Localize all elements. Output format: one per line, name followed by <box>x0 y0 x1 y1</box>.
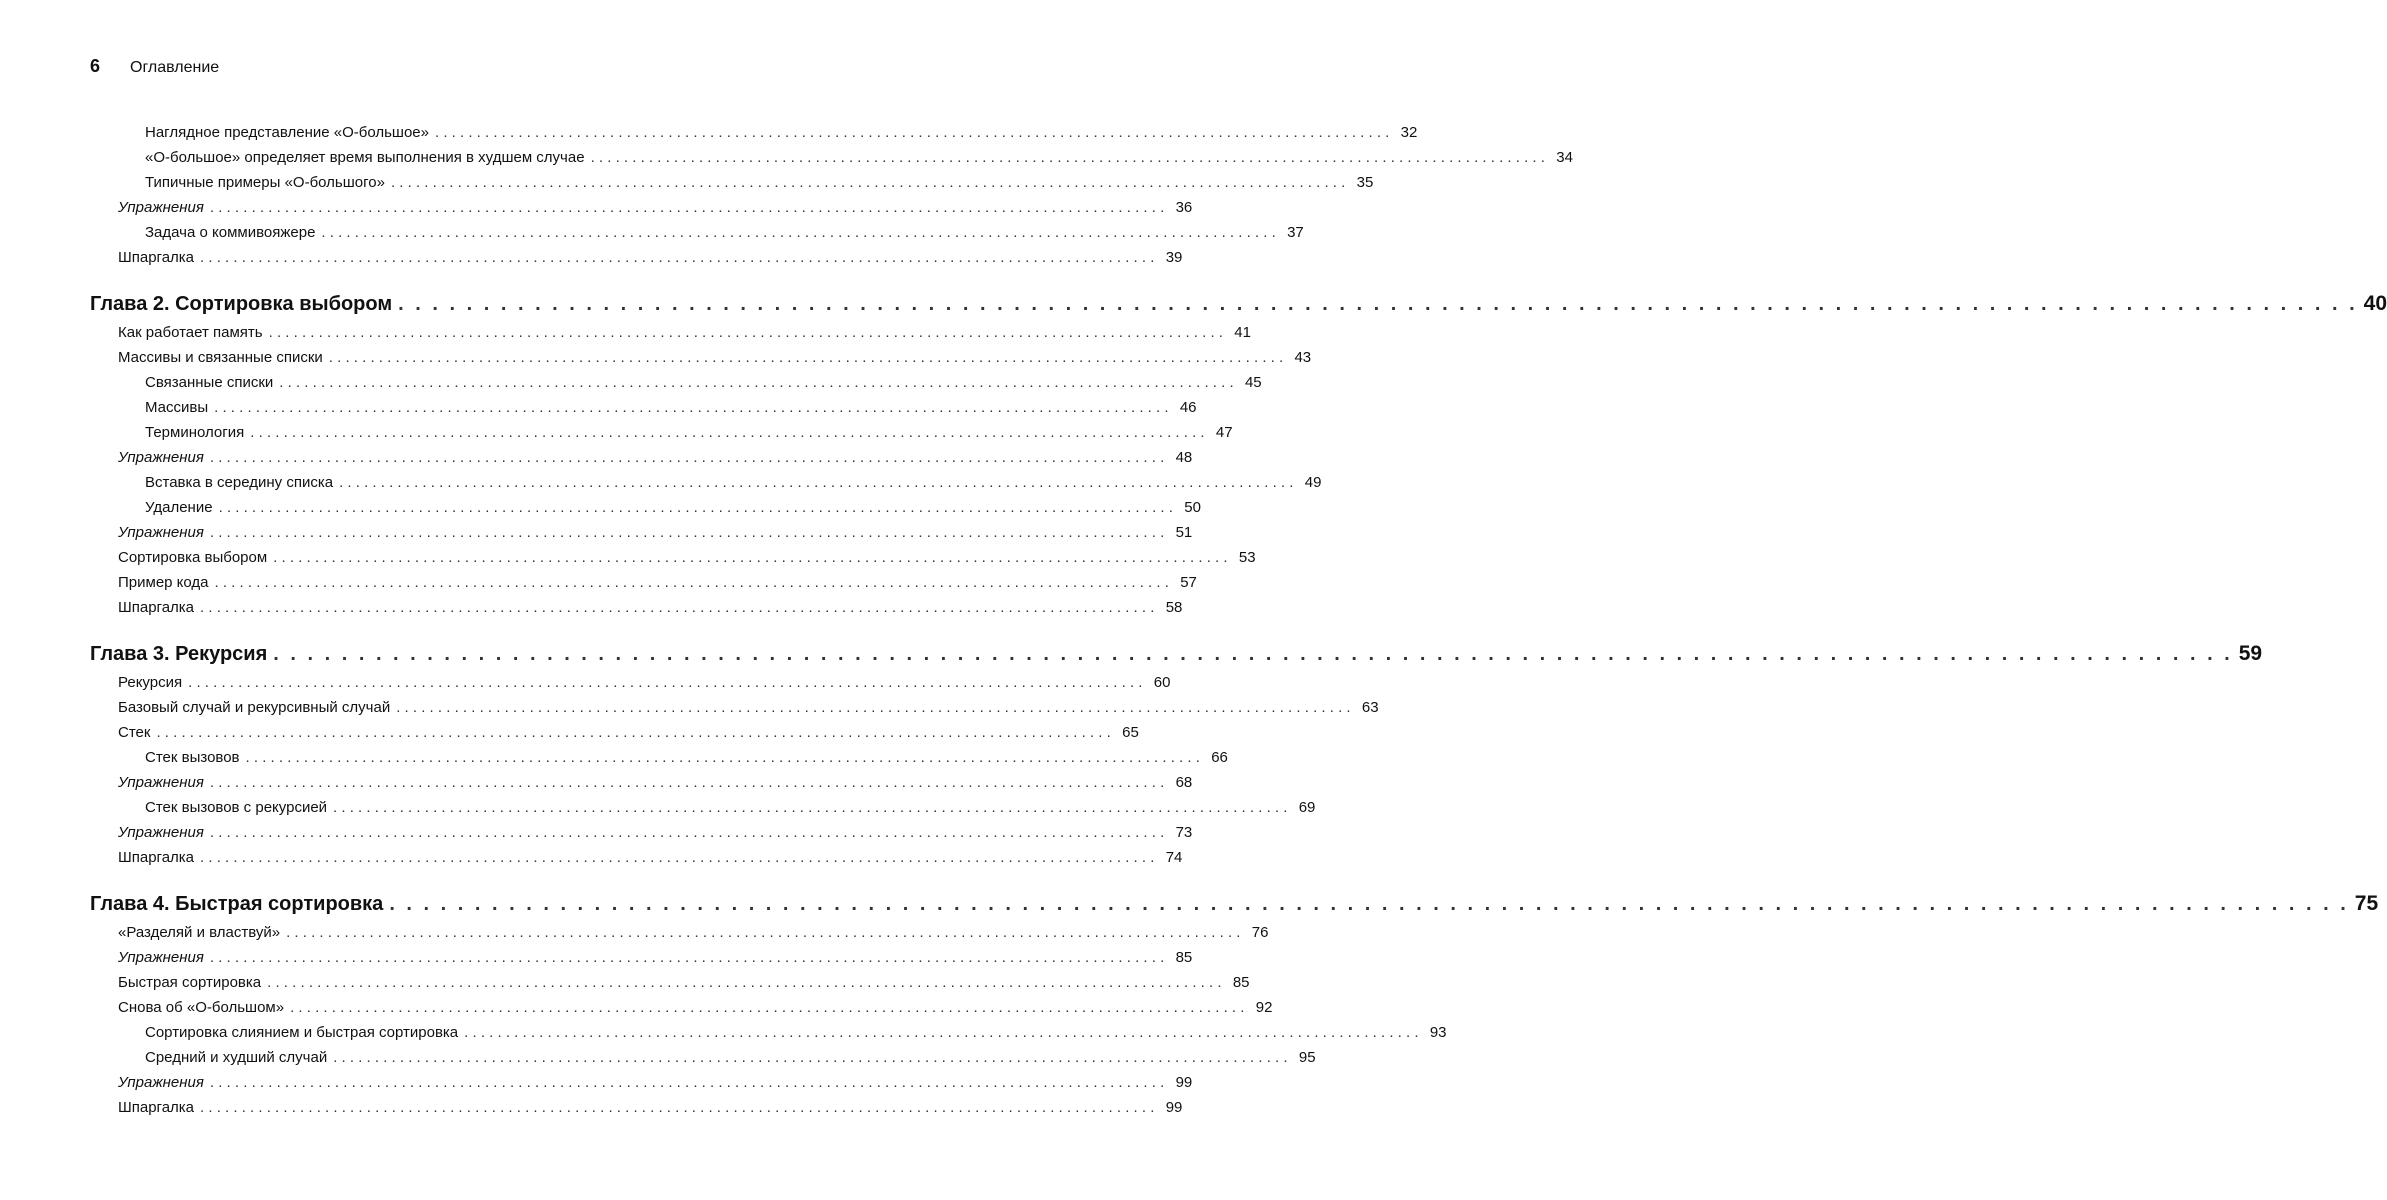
leader-dots: . . . . . . . . . . . . . . . . . . . . . . . . . . . . . . . . . . . . . . . . . . . . . . . . . . . . . . . . . . . . . . . . . . . . . . . . . . . . . . . . . . . . . . . . . . . . . . . . . . . . . . . . . . . . . . . . . . . <box>290 999 1245 1016</box>
leader-dots: . . . . . . . . . . . . . . . . . . . . . . . . . . . . . . . . . . . . . . . . . . . . . . . . . . . . . . . . . . . . . . . . . . . . . . . . . . . . . . . . . . . . . . . . . . . . . . . . . . . . . . . . . . . . . . . . . . . <box>328 349 1284 366</box>
toc-entry-page: 69 <box>1298 799 1316 816</box>
toc-chapter-3[interactable] <box>90 642 2263 672</box>
leader-dots: . . . . . . . . . . . . . . . . . . . . . . . . . . . . . . . . . . . . . . . . . . . . . . . . . . . . . . . . . . . . . . . . . . . . . . . . . . . . . . . . . . . . . . . . . . . . . . . . . . . . . . . . . . . . . . . . . . . <box>390 174 1346 191</box>
leader-dots: . . . . . . . . . . . . . . . . . . . . . . . . . . . . . . . . . . . . . . . . . . . . . . . . . . . . . . . . . . . . . . . . . . . . . . . . . . . . . . . . . . . . . . . . . . . . . . . . . . . . . . . . . . . . . . . . . . . <box>209 199 1165 216</box>
leader-dots: . . . . . . . . . . . . . . . . . . . . . . . . . . . . . . . . . . . . . . . . . . . . . . . . . . . . . . . . . . . . . . . . . . . . . . . . . . . . . . . . . . . . . . . . . . . . . . . . . . . . . . . . . . . . . . . . . . . <box>279 374 1234 391</box>
toc-entry-page: 99 <box>1175 1074 1193 1091</box>
toc-entry[interactable] <box>118 574 1197 598</box>
toc-entry[interactable] <box>118 324 1251 348</box>
toc-entry-page: 68 <box>1175 774 1193 791</box>
toc-entry-title: Наглядное представление «О-большое» <box>145 124 435 141</box>
running-title: Оглавление <box>130 59 220 76</box>
toc-entry[interactable] <box>145 474 1322 498</box>
toc-entry[interactable] <box>145 1049 1316 1073</box>
toc-entry-exercises[interactable] <box>118 824 1193 848</box>
toc-entry[interactable] <box>118 699 1379 723</box>
toc-entry-page: 49 <box>1304 474 1322 491</box>
toc-chapter-4[interactable] <box>90 892 2379 922</box>
toc-entry-title: Терминология <box>145 424 250 441</box>
toc-entry[interactable] <box>145 374 1262 398</box>
toc-entry-page: 45 <box>1244 374 1262 391</box>
leader-dots: . . . . . . . . . . . . . . . . . . . . . . . . . . . . . . . . . . . . . . . . . . . . . . . . . . . . . . . . . . . . . . . . . . . . . . . . . . . . . . . . . . . . . . . . . . . . . . . . . . . . . . . . . . . . . . . . . . . <box>434 124 1390 141</box>
leader-dots: . . . . . . . . . . . . . . . . . . . . . . . . . . . . . . . . . . . . . . . . . . . . . . . . . . . . . . . . . . . . . . . . . . . . . . . . . . . . . . . . . . . . . . . . . . . . . . . . . . . . . . . . . . . . . . . . . . . <box>286 924 1241 941</box>
toc-entry-page: 66 <box>1211 749 1228 766</box>
toc-entry[interactable] <box>118 349 1312 373</box>
toc-entry-page: 95 <box>1298 1049 1316 1066</box>
toc-entry-title: Быстрая сортировка <box>118 974 267 991</box>
toc-entry-title: Стек вызовов <box>145 749 246 766</box>
leader-dots: . . . . . . . . . . . . . . . . . . . . . . . . . . . . . . . . . . . . . . . . . . . . . . . . . . . . . . . . . . . . . . . . . . . . . . . . . . . . . . . . . . . . . . . . . . . . . . . . . . . . . . . . . . . . . . . . . . . <box>333 1049 1288 1066</box>
toc-entry-title: Сортировка выбором <box>118 549 273 566</box>
toc-entry[interactable] <box>118 924 1269 948</box>
leader-dots: . . . . . . . . . . . . . . . . . . . . . . . . . . . . . . . . . . . . . . . . . . . . . . . . . . . . . . . . . . . . . . . . . . . . . . . . . . . . . . . . . . . . . . . . . . . . . . . . . . . . . . . . . . . . . . . . . . . <box>273 549 1228 566</box>
toc-entry[interactable] <box>145 124 1418 148</box>
toc-entry[interactable] <box>145 174 1374 198</box>
toc-entry[interactable] <box>145 424 1233 448</box>
toc-entry[interactable] <box>118 724 1139 748</box>
toc-entry-title: Упражнения <box>118 824 210 841</box>
leader-dots: . . . . . . . . . . . . . . . . . . . . . . . . . . . . . . . . . . . . . . . . . . . . . . . . . . . . . . . . . . . . . . . . . . . . . . . . . . . . . . . . . . . . . . . . . . . . . . . . . . . . . . . . . . . . . . . . . . . <box>200 1099 1155 1116</box>
toc-entry-page: 34 <box>1556 149 1573 166</box>
toc-entry-page: 41 <box>1234 324 1251 341</box>
toc-entry-title: Упражнения <box>118 199 210 216</box>
leader-dots: . . . . . . . . . . . . . . . . . . . . . . . . . . . . . . . . . . . . . . . . . . . . . . . . . . . . . . . . . . . . . . . . . . . . . . . . . . . . . . . . . . . . . . . . . . . . . . . . . . . . . . . . . . . . . . . . . . . <box>156 724 1111 741</box>
toc-entry-page: 43 <box>1294 349 1312 366</box>
toc-entry-title: Упражнения <box>118 949 210 966</box>
toc-entry-page: 46 <box>1179 399 1197 416</box>
toc-entry-title: Пример кода <box>118 574 215 591</box>
toc-entry-title: Снова об «О-большом» <box>118 999 290 1016</box>
toc-entry-page: 93 <box>1429 1024 1447 1041</box>
toc-entry-page: 58 <box>1165 599 1183 616</box>
leader-dots: . . . . . . . . . . . . . . . . . . . . . . . . . . . . . . . . . . . . . . . . . . . . . . . . . . . . . . . . . . . . . . . . . . . . . . . . . . . . . . . . . . . . . . . . . . . . . . . . . . . . . . . . . . . . . . . . . . . <box>209 449 1165 466</box>
chapter-title: Глава 4. Быстрая сортировка <box>90 893 389 916</box>
leader-dots: . . . . . . . . . . . . . . . . . . . . . . . . . . . . . . . . . . . . . . . . . . . . . . . . . . . . . . . . . . . . . . . . . . . . . . . . . . . . . . . . . . . . . . . . . . . . . . . . . . . . . . . . . . . . . . . . . . . <box>398 293 2358 315</box>
leader-dots: . . . . . . . . . . . . . . . . . . . . . . . . . . . . . . . . . . . . . . . . . . . . . . . . . . . . . . . . . . . . . . . . . . . . . . . . . . . . . . . . . . . . . . . . . . . . . . . . . . . . . . . . . . . . . . . . . . . <box>333 799 1288 816</box>
toc-entry-title: «Разделяй и властвуй» <box>118 924 286 941</box>
toc-entry-title: Шпаргалка <box>118 849 200 866</box>
leader-dots: . . . . . . . . . . . . . . . . . . . . . . . . . . . . . . . . . . . . . . . . . . . . . . . . . . . . . . . . . . . . . . . . . . . . . . . . . . . . . . . . . . . . . . . . . . . . . . . . . . . . . . . . . . . . . . . . . . . <box>389 893 2349 915</box>
toc-entry-page: 32 <box>1400 124 1418 141</box>
toc-entry-exercises[interactable] <box>118 199 1193 223</box>
toc-entry-title: Стек <box>118 724 156 741</box>
toc-entry-page: 92 <box>1255 999 1273 1016</box>
toc-entry-page: 60 <box>1153 674 1171 691</box>
leader-dots: . . . . . . . . . . . . . . . . . . . . . . . . . . . . . . . . . . . . . . . . . . . . . . . . . . . . . . . . . . . . . . . . . . . . . . . . . . . . . . . . . . . . . . . . . . . . . . . . . . . . . . . . . . . . . . . . . . . <box>209 774 1165 791</box>
chapter-title: Глава 3. Рекурсия <box>90 643 273 666</box>
toc-entry-page: 63 <box>1361 699 1379 716</box>
toc-entry[interactable] <box>118 999 1273 1023</box>
toc-entry-page: 48 <box>1175 449 1193 466</box>
toc-entry[interactable] <box>118 249 1183 273</box>
toc-entry-page: 50 <box>1184 499 1201 516</box>
toc-entry[interactable] <box>145 1024 1447 1048</box>
leader-dots: . . . . . . . . . . . . . . . . . . . . . . . . . . . . . . . . . . . . . . . . . . . . . . . . . . . . . . . . . . . . . . . . . . . . . . . . . . . . . . . . . . . . . . . . . . . . . . . . . . . . . . . . . . . . . . . . . . . <box>245 749 1200 766</box>
leader-dots: . . . . . . . . . . . . . . . . . . . . . . . . . . . . . . . . . . . . . . . . . . . . . . . . . . . . . . . . . . . . . . . . . . . . . . . . . . . . . . . . . . . . . . . . . . . . . . . . . . . . . . . . . . . . . . . . . . . <box>209 824 1165 841</box>
leader-dots: . . . . . . . . . . . . . . . . . . . . . . . . . . . . . . . . . . . . . . . . . . . . . . . . . . . . . . . . . . . . . . . . . . . . . . . . . . . . . . . . . . . . . . . . . . . . . . . . . . . . . . . . . . . . . . . . . . . <box>209 949 1165 966</box>
leader-dots: . . . . . . . . . . . . . . . . . . . . . . . . . . . . . . . . . . . . . . . . . . . . . . . . . . . . . . . . . . . . . . . . . . . . . . . . . . . . . . . . . . . . . . . . . . . . . . . . . . . . . . . . . . . . . . . . . . . <box>214 399 1169 416</box>
toc-entry-title: Вставка в середину списка <box>145 474 339 491</box>
leader-dots: . . . . . . . . . . . . . . . . . . . . . . . . . . . . . . . . . . . . . . . . . . . . . . . . . . . . . . . . . . . . . . . . . . . . . . . . . . . . . . . . . . . . . . . . . . . . . . . . . . . . . . . . . . . . . . . . . . . <box>200 849 1155 866</box>
toc-entry-page: 76 <box>1251 924 1269 941</box>
leader-dots: . . . . . . . . . . . . . . . . . . . . . . . . . . . . . . . . . . . . . . . . . . . . . . . . . . . . . . . . . . . . . . . . . . . . . . . . . . . . . . . . . . . . . . . . . . . . . . . . . . . . . . . . . . . . . . . . . . . <box>188 674 1143 691</box>
leader-dots: . . . . . . . . . . . . . . . . . . . . . . . . . . . . . . . . . . . . . . . . . . . . . . . . . . . . . . . . . . . . . . . . . . . . . . . . . . . . . . . . . . . . . . . . . . . . . . . . . . . . . . . . . . . . . . . . . . . <box>200 599 1155 616</box>
toc-entry-exercises[interactable] <box>118 449 1193 473</box>
toc-entry-title: Стек вызовов с рекурсией <box>145 799 333 816</box>
toc-chapter-2[interactable] <box>90 292 2387 322</box>
toc-entry-page: 51 <box>1175 524 1193 541</box>
toc-entry-title: Шпаргалка <box>118 249 200 266</box>
leader-dots: . . . . . . . . . . . . . . . . . . . . . . . . . . . . . . . . . . . . . . . . . . . . . . . . . . . . . . . . . . . . . . . . . . . . . . . . . . . . . . . . . . . . . . . . . . . . . . . . . . . . . . . . . . . . . . . . . . . <box>200 249 1155 266</box>
chapter-page: 59 <box>2238 642 2263 665</box>
toc-entry-title: Связанные списки <box>145 374 279 391</box>
leader-dots: . . . . . . . . . . . . . . . . . . . . . . . . . . . . . . . . . . . . . . . . . . . . . . . . . . . . . . . . . . . . . . . . . . . . . . . . . . . . . . . . . . . . . . . . . . . . . . . . . . . . . . . . . . . . . . . . . . . <box>214 574 1169 591</box>
toc-entry[interactable] <box>145 499 1201 523</box>
toc-entry-page: 85 <box>1175 949 1193 966</box>
toc-entry[interactable] <box>118 549 1256 573</box>
leader-dots: . . . . . . . . . . . . . . . . . . . . . . . . . . . . . . . . . . . . . . . . . . . . . . . . . . . . . . . . . . . . . . . . . . . . . . . . . . . . . . . . . . . . . . . . . . . . . . . . . . . . . . . . . . . . . . . . . . . <box>209 524 1165 541</box>
toc-entry-page: 65 <box>1122 724 1139 741</box>
toc-entry-title: Упражнения <box>118 774 210 791</box>
toc-entry-title: Задача о коммивояжере <box>145 224 321 241</box>
leader-dots: . . . . . . . . . . . . . . . . . . . . . . . . . . . . . . . . . . . . . . . . . . . . . . . . . . . . . . . . . . . . . . . . . . . . . . . . . . . . . . . . . . . . . . . . . . . . . . . . . . . . . . . . . . . . . . . . . . . <box>209 1074 1165 1091</box>
toc-entry-title: Упражнения <box>118 449 210 466</box>
toc-entry[interactable] <box>145 149 1573 173</box>
toc-entry[interactable] <box>118 599 1183 623</box>
toc-entry-page: 35 <box>1356 174 1374 191</box>
toc-entry[interactable] <box>145 399 1197 423</box>
toc-entry-title: Упражнения <box>118 1074 210 1091</box>
leader-dots: . . . . . . . . . . . . . . . . . . . . . . . . . . . . . . . . . . . . . . . . . . . . . . . . . . . . . . . . . . . . . . . . . . . . . . . . . . . . . . . . . . . . . . . . . . . . . . . . . . . . . . . . . . . . . . . . . . . <box>464 1024 1419 1041</box>
toc-entry[interactable] <box>145 749 1228 773</box>
toc-entry-title: Как работает память <box>118 324 269 341</box>
toc-entry-exercises[interactable] <box>118 774 1193 798</box>
toc-entry-title: Сортировка слиянием и быстрая сортировка <box>145 1024 464 1041</box>
toc-entry-page: 73 <box>1175 824 1193 841</box>
toc-entry-title: Удаление <box>145 499 219 516</box>
leader-dots: . . . . . . . . . . . . . . . . . . . . . . . . . . . . . . . . . . . . . . . . . . . . . . . . . . . . . . . . . . . . . . . . . . . . . . . . . . . . . . . . . . . . . . . . . . . . . . . . . . . . . . . . . . . . . . . . . . . <box>218 499 1173 516</box>
toc-entry-page: 99 <box>1165 1099 1183 1116</box>
toc-entry-title: Рекурсия <box>118 674 188 691</box>
toc-entry-exercises[interactable] <box>118 949 1193 973</box>
chapter-title: Глава 2. Сортировка выбором <box>90 293 398 316</box>
toc-entry-title: Шпаргалка <box>118 1099 200 1116</box>
toc-entry-page: 85 <box>1232 974 1250 991</box>
toc-entry[interactable] <box>118 849 1183 873</box>
toc-entry-page: 74 <box>1165 849 1183 866</box>
toc-entry-exercises[interactable] <box>118 524 1193 548</box>
leader-dots: . . . . . . . . . . . . . . . . . . . . . . . . . . . . . . . . . . . . . . . . . . . . . . . . . . . . . . . . . . . . . . . . . . . . . . . . . . . . . . . . . . . . . . . . . . . . . . . . . . . . . . . . . . . . . . . . . . . <box>339 474 1294 491</box>
toc-entry[interactable] <box>118 974 1250 998</box>
toc-entry-title: Средний и худший случай <box>145 1049 333 1066</box>
toc-entry-title: Типичные примеры «О-большого» <box>145 174 391 191</box>
toc-entry-page: 36 <box>1175 199 1193 216</box>
toc-entry-title: Массивы и связанные списки <box>118 349 329 366</box>
toc-entry-page: 53 <box>1238 549 1256 566</box>
toc-entry-page: 47 <box>1215 424 1233 441</box>
toc-entry[interactable] <box>118 1099 1183 1123</box>
leader-dots: . . . . . . . . . . . . . . . . . . . . . . . . . . . . . . . . . . . . . . . . . . . . . . . . . . . . . . . . . . . . . . . . . . . . . . . . . . . . . . . . . . . . . . . . . . . . . . . . . . . . . . . . . . . . . . . . . . . <box>590 149 1545 166</box>
leader-dots: . . . . . . . . . . . . . . . . . . . . . . . . . . . . . . . . . . . . . . . . . . . . . . . . . . . . . . . . . . . . . . . . . . . . . . . . . . . . . . . . . . . . . . . . . . . . . . . . . . . . . . . . . . . . . . . . . . . <box>268 324 1223 341</box>
leader-dots: . . . . . . . . . . . . . . . . . . . . . . . . . . . . . . . . . . . . . . . . . . . . . . . . . . . . . . . . . . . . . . . . . . . . . . . . . . . . . . . . . . . . . . . . . . . . . . . . . . . . . . . . . . . . . . . . . . . <box>250 424 1205 441</box>
toc-entry[interactable] <box>145 799 1316 823</box>
chapter-page: 40 <box>2363 292 2387 315</box>
leader-dots: . . . . . . . . . . . . . . . . . . . . . . . . . . . . . . . . . . . . . . . . . . . . . . . . . . . . . . . . . . . . . . . . . . . . . . . . . . . . . . . . . . . . . . . . . . . . . . . . . . . . . . . . . . . . . . . . . . . <box>321 224 1276 241</box>
leader-dots: . . . . . . . . . . . . . . . . . . . . . . . . . . . . . . . . . . . . . . . . . . . . . . . . . . . . . . . . . . . . . . . . . . . . . . . . . . . . . . . . . . . . . . . . . . . . . . . . . . . . . . . . . . . . . . . . . . . <box>273 643 2233 665</box>
toc-entry-title: Шпаргалка <box>118 599 200 616</box>
toc-entry[interactable] <box>118 674 1171 698</box>
page-number: 6 <box>90 56 101 76</box>
leader-dots: . . . . . . . . . . . . . . . . . . . . . . . . . . . . . . . . . . . . . . . . . . . . . . . . . . . . . . . . . . . . . . . . . . . . . . . . . . . . . . . . . . . . . . . . . . . . . . . . . . . . . . . . . . . . . . . . . . . <box>396 699 1351 716</box>
toc-entry-title: Упражнения <box>118 524 210 541</box>
toc-entry-page: 57 <box>1180 574 1197 591</box>
leader-dots: . . . . . . . . . . . . . . . . . . . . . . . . . . . . . . . . . . . . . . . . . . . . . . . . . . . . . . . . . . . . . . . . . . . . . . . . . . . . . . . . . . . . . . . . . . . . . . . . . . . . . . . . . . . . . . . . . . . <box>267 974 1222 991</box>
toc-entry-exercises[interactable] <box>118 1074 1193 1098</box>
chapter-page: 75 <box>2354 892 2379 915</box>
toc-entry-title: Базовый случай и рекурсивный случай <box>118 699 396 716</box>
toc-entry-title: «О-большое» определяет время выполнения в худшем случае <box>145 149 591 166</box>
toc-entry-page: 39 <box>1165 249 1183 266</box>
toc-entry[interactable] <box>145 224 1304 248</box>
toc-entry-title: Массивы <box>145 399 214 416</box>
toc-entry-page: 37 <box>1287 224 1304 241</box>
page-header <box>90 56 219 78</box>
